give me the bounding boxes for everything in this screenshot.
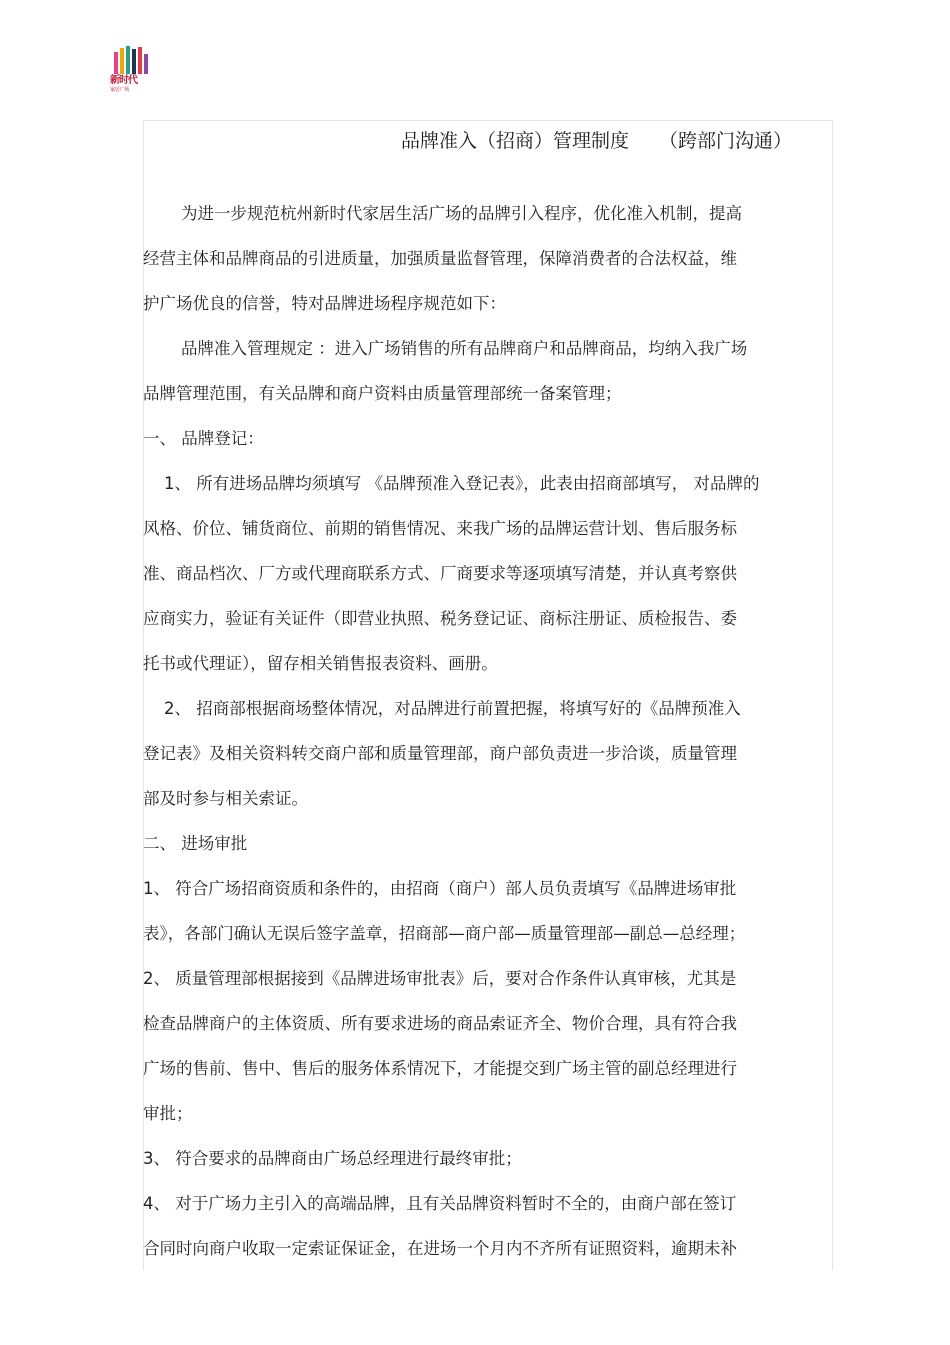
section-heading: 一、 品牌登记： xyxy=(143,429,264,448)
title-suffix: （跨部门沟通） xyxy=(659,130,793,152)
body-line: 为进一步规范杭州新时代家居生活广场的品牌引入程序，优化准入机制，提高 xyxy=(181,204,742,223)
body-line: 检查品牌商户的主体资质、所有要求进场的商品索证齐全、物价合理，具有符合我 xyxy=(143,1014,737,1033)
body-line: 2、 招商部根据商场整体情况，对品牌进行前置把握，将填写好的《品牌预准入 xyxy=(164,699,741,718)
body-line: 3、 符合要求的品牌商由广场总经理进行最终审批； xyxy=(143,1149,522,1168)
body-line: 品牌准入管理规定 ：进入广场销售的所有品牌商户和品牌商品，均纳入我广场 xyxy=(181,339,748,358)
logo-brand-text: 新时代 xyxy=(110,75,137,86)
logo-sub-text: 家居广场 xyxy=(110,87,129,93)
body-line: 品牌管理范围，有关品牌和商户资料由质量管理部统一备案管理； xyxy=(143,384,622,403)
logo-bar xyxy=(120,48,124,74)
logo-bar xyxy=(144,54,148,74)
document-title xyxy=(401,126,792,153)
body-line: 护广场优良的信誉，特对品牌进场程序规范如下： xyxy=(143,294,506,313)
company-logo xyxy=(110,46,148,98)
logo-bar xyxy=(132,49,136,74)
logo-bar xyxy=(138,47,142,74)
body-line: 风格、价位、铺货商位、前期的销售情况、来我广场的品牌运营计划、售后服务标 xyxy=(143,519,737,538)
body-line: 准、商品档次、厂方或代理商联系方式、厂商要求等逐项填写清楚，并认真考察供 xyxy=(143,564,737,583)
logo-bar xyxy=(114,52,118,74)
body-line: 2、 质量管理部根据接到《品牌进场审批表》后，要对合作条件认真审核，尤其是 xyxy=(143,969,737,988)
body-line: 托书或代理证），留存相关销售报表资料、画册。 xyxy=(143,654,498,673)
body-line: 4、 对于广场力主引入的高端品牌，且有关品牌资料暂时不全的，由商户部在签订 xyxy=(143,1194,737,1213)
body-line: 1、 符合广场招商资质和条件的，由招商（商户）部人员负责填写《品牌进场审批 xyxy=(143,879,737,898)
body-line: 经营主体和品牌商品的引进质量，加强质量监督管理，保障消费者的合法权益，维 xyxy=(143,249,737,268)
body-line: 审批； xyxy=(143,1104,193,1123)
section-heading: 二、 进场审批 xyxy=(143,834,248,853)
logo-bars xyxy=(110,46,148,74)
body-line: 合同时向商户收取一定索证保证金，在进场一个月内不齐所有证照资料，逾期未补 xyxy=(143,1239,737,1258)
body-line: 表》，各部门确认无误后签字盖章，招商部—商户部—质量管理部—副总—总经理； xyxy=(143,924,746,943)
logo-bar xyxy=(126,46,130,74)
body-line: 部及时参与相关索证。 xyxy=(143,789,308,808)
body-line: 登记表》及相关资料转交商户部和质量管理部，商户部负责进一步洽谈，质量管理 xyxy=(143,744,737,763)
body-line: 应商实力，验证有关证件（即营业执照、税务登记证、商标注册证、质检报告、委 xyxy=(143,609,737,628)
body-line: 1、 所有进场品牌均须填写 《品牌预准入登记表》，此表由招商部填写， 对品牌的 xyxy=(164,474,760,493)
body-line: 广场的售前、售中、售后的服务体系情况下，才能提交到广场主管的副总经理进行 xyxy=(143,1059,737,1078)
title-main: 品牌准入（招商）管理制度 xyxy=(401,130,630,152)
